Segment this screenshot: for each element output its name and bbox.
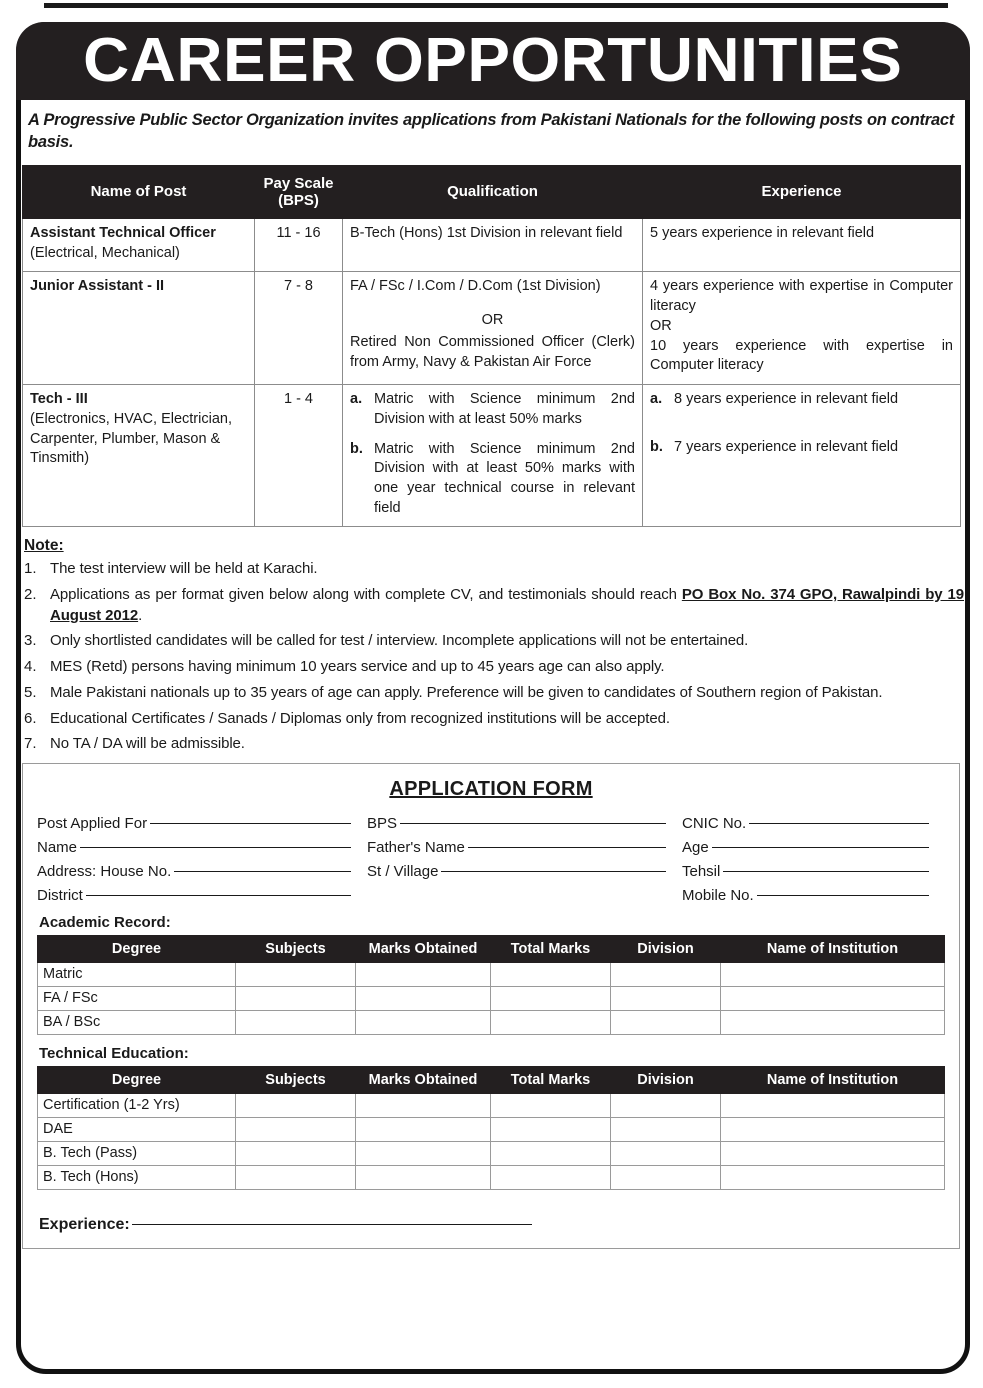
cell-entry[interactable] <box>491 1165 611 1189</box>
cell-entry[interactable] <box>236 1010 356 1034</box>
cell-experience: 5 years experience in relevant field <box>643 219 961 272</box>
note-item <box>24 631 964 652</box>
form-field-st-village <box>367 863 682 880</box>
form-field-write-rule[interactable] <box>723 871 929 872</box>
cell-entry[interactable] <box>236 1093 356 1117</box>
form-field-write-rule[interactable] <box>712 847 929 848</box>
cell-qualification <box>343 385 643 527</box>
note-text-plain: Educational Certificates / Sanads / Diplomas only from recognized institutions will be accepted. <box>50 709 670 727</box>
column-header-total-marks: Total Marks <box>491 1066 611 1093</box>
note-number: 7. <box>24 735 37 753</box>
cell-entry[interactable] <box>611 1093 721 1117</box>
column-header-experience: Experience <box>643 165 961 219</box>
cell-qualification: B-Tech (Hons) 1st Division in relevant field <box>343 219 643 272</box>
note-text <box>50 683 964 704</box>
cell-entry[interactable] <box>721 986 945 1010</box>
cell-entry[interactable] <box>236 962 356 986</box>
qualification-item-b <box>350 440 635 519</box>
table-row <box>38 986 945 1010</box>
experience-field <box>37 1216 945 1234</box>
application-form-fields <box>37 815 945 904</box>
form-field-label: CNIC No. <box>682 814 747 832</box>
note-text <box>50 631 964 652</box>
table-row <box>23 385 961 527</box>
qualification-text-b: Matric with Science minimum 2nd Division with at least 50% marks with one year technical course in relevant field <box>374 440 635 516</box>
cell-post-name <box>23 219 255 272</box>
cell-entry[interactable] <box>611 986 721 1010</box>
note-number: 3. <box>24 632 37 650</box>
form-field-label: Father's Name <box>367 838 465 856</box>
cell-qualification <box>343 272 643 385</box>
note-number: 5. <box>24 683 37 701</box>
cell-degree: DAE <box>38 1117 236 1141</box>
column-header-name-of-institution: Name of Institution <box>721 935 945 962</box>
post-subtitle: (Electrical, Mechanical) <box>30 244 180 261</box>
cell-entry[interactable] <box>611 1165 721 1189</box>
note-item <box>24 559 964 580</box>
note-text <box>50 559 964 580</box>
note-text-emphasis: PO Box No. 374 GPO, Rawalpindi by 19 August 2012 <box>50 586 964 624</box>
qualification-marker-a: a. <box>350 391 363 408</box>
note-text <box>50 734 964 755</box>
technical-education-table <box>37 1066 945 1190</box>
form-field-write-rule[interactable] <box>441 871 666 872</box>
cell-entry[interactable] <box>356 1141 491 1165</box>
cell-entry[interactable] <box>721 1165 945 1189</box>
note-item <box>24 683 964 704</box>
note-number: 6. <box>24 709 37 727</box>
qualification-option-1: FA / FSc / I.Com / D.Com (1st Division) <box>350 278 601 295</box>
cell-entry[interactable] <box>491 962 611 986</box>
cell-entry[interactable] <box>491 1117 611 1141</box>
cell-entry[interactable] <box>611 1141 721 1165</box>
cell-entry[interactable] <box>721 962 945 986</box>
table-row <box>23 219 961 272</box>
cell-entry[interactable] <box>356 1117 491 1141</box>
column-header-marks-obtained: Marks Obtained <box>356 935 491 962</box>
form-field-post-applied-for <box>37 815 367 832</box>
form-field-label: Mobile No. <box>682 886 754 904</box>
column-header-name-of-institution: Name of Institution <box>721 1066 945 1093</box>
form-field-address-house-no <box>37 863 367 880</box>
experience-write-rule[interactable] <box>132 1224 532 1225</box>
cell-entry[interactable] <box>356 986 491 1010</box>
form-field-cnic-no <box>682 815 945 832</box>
cell-degree: Certification (1-2 Yrs) <box>38 1093 236 1117</box>
technical-education-header-row <box>38 1066 945 1093</box>
form-field-bps <box>367 815 682 832</box>
note-heading: Note: <box>24 537 64 555</box>
jobs-table-header-row <box>23 165 961 219</box>
cell-entry[interactable] <box>491 1141 611 1165</box>
form-field-label: BPS <box>367 814 398 832</box>
form-field-district <box>37 887 367 904</box>
note-item <box>24 585 964 626</box>
experience-marker-b: b. <box>650 438 663 455</box>
post-title: Assistant Technical Officer <box>30 225 216 242</box>
cell-entry[interactable] <box>721 1010 945 1034</box>
form-field-write-rule[interactable] <box>80 847 351 848</box>
form-field-label: District <box>37 886 83 904</box>
qualification-marker-b: b. <box>350 440 363 457</box>
cell-entry[interactable] <box>236 1165 356 1189</box>
form-field-write-rule[interactable] <box>468 847 666 848</box>
column-header-pay-scale <box>255 165 343 219</box>
technical-education-heading: Technical Education: <box>39 1044 189 1062</box>
form-field-name <box>37 839 367 856</box>
cell-entry[interactable] <box>236 986 356 1010</box>
spacer <box>350 430 635 440</box>
experience-or: OR <box>650 317 672 334</box>
academic-record-header-row <box>38 935 945 962</box>
column-header-subjects: Subjects <box>236 1066 356 1093</box>
form-field-write-rule[interactable] <box>174 871 351 872</box>
cell-degree: B. Tech (Hons) <box>38 1165 236 1189</box>
post-title: Tech - III <box>30 391 88 408</box>
note-text <box>50 657 964 678</box>
experience-option-2: 10 years experience with expertise in Computer literacy <box>650 337 953 374</box>
note-text <box>50 585 964 626</box>
form-field-tehsil <box>682 863 945 880</box>
pay-scale-line-2: (BPS) <box>278 191 319 209</box>
experience-label: Experience: <box>39 1215 130 1233</box>
table-row <box>23 272 961 385</box>
cell-degree: B. Tech (Pass) <box>38 1141 236 1165</box>
form-field-write-rule[interactable] <box>757 895 929 896</box>
form-field-label: Tehsil <box>682 862 721 880</box>
note-text-plain: Applications as per format given below along with complete CV, and testimonials should reach <box>50 586 682 604</box>
spacer <box>650 410 953 438</box>
experience-marker-a: a. <box>650 391 663 408</box>
note-text-plain: No TA / DA will be admissible. <box>50 735 245 753</box>
top-decorative-rule <box>44 3 948 8</box>
note-number: 1. <box>24 560 37 578</box>
qualification-item-a <box>350 390 635 429</box>
post-subtitle: (Electronics, HVAC, Electrician, Carpenter, Plumber, Mason & Tinsmith) <box>30 410 232 467</box>
cell-entry[interactable] <box>236 1141 356 1165</box>
form-field-label: Address: House No. <box>37 862 172 880</box>
application-form-box <box>22 763 960 1249</box>
note-text-plain: Male Pakistani nationals up to 35 years of age can apply. Preference will be given to candidates of Southern region of Pakistan. <box>50 683 883 701</box>
academic-record-table <box>37 935 945 1035</box>
experience-text-a: 8 years experience in relevant field <box>674 391 899 408</box>
column-header-degree: Degree <box>38 1066 236 1093</box>
pay-scale-line-1: Pay Scale <box>263 174 334 192</box>
note-number: 2. <box>24 586 37 604</box>
document-content <box>22 102 964 1249</box>
form-field-write-rule[interactable] <box>749 823 929 824</box>
cell-entry[interactable] <box>236 1117 356 1141</box>
cell-experience <box>643 385 961 527</box>
note-item <box>24 657 964 678</box>
note-item <box>24 709 964 730</box>
note-text-plain: The test interview will be held at Karachi. <box>50 560 318 578</box>
column-header-degree: Degree <box>38 935 236 962</box>
table-row <box>38 1141 945 1165</box>
column-header-division: Division <box>611 1066 721 1093</box>
column-header-qualification: Qualification <box>343 165 643 219</box>
qualification-option-2: Retired Non Commissioned Officer (Clerk) from Army, Navy & Pakistan Air Force <box>350 333 635 370</box>
form-field-label: St / Village <box>367 862 439 880</box>
cell-post-name <box>23 385 255 527</box>
note-item <box>24 734 964 755</box>
column-header-marks-obtained: Marks Obtained <box>356 1066 491 1093</box>
experience-item-b <box>650 438 953 458</box>
post-title: Junior Assistant - II <box>30 278 165 295</box>
column-header-subjects: Subjects <box>236 935 356 962</box>
cell-degree: Matric <box>38 962 236 986</box>
form-field-write-rule[interactable] <box>400 823 666 824</box>
cell-pay-scale: 7 - 8 <box>255 272 343 385</box>
note-section <box>22 537 964 755</box>
cell-degree: BA / BSc <box>38 1010 236 1034</box>
form-field-label: Post Applied For <box>37 814 148 832</box>
note-text <box>50 709 964 730</box>
cell-entry[interactable] <box>356 962 491 986</box>
cell-entry[interactable] <box>611 962 721 986</box>
cell-entry[interactable] <box>611 1117 721 1141</box>
qualification-or: OR <box>481 312 504 329</box>
cell-degree: FA / FSc <box>38 986 236 1010</box>
table-row <box>38 1010 945 1034</box>
cell-entry[interactable] <box>356 1010 491 1034</box>
cell-entry[interactable] <box>356 1093 491 1117</box>
form-field-age <box>682 839 945 856</box>
cell-experience <box>643 272 961 385</box>
form-field-label: Age <box>682 838 709 856</box>
table-row <box>38 1165 945 1189</box>
form-field-label: Name <box>37 838 78 856</box>
cell-entry[interactable] <box>356 1165 491 1189</box>
application-form-title: APPLICATION FORM <box>389 777 593 800</box>
table-row <box>38 1117 945 1141</box>
academic-record-heading: Academic Record: <box>39 913 171 931</box>
technical-education-body <box>38 1093 945 1189</box>
table-row <box>38 1093 945 1117</box>
cell-pay-scale: 1 - 4 <box>255 385 343 527</box>
masthead-banner <box>16 22 970 100</box>
form-field-write-rule[interactable] <box>150 823 351 824</box>
cell-entry[interactable] <box>721 1141 945 1165</box>
note-number: 4. <box>24 658 37 676</box>
academic-record-body <box>38 962 945 1034</box>
cell-entry[interactable] <box>611 1010 721 1034</box>
cell-entry[interactable] <box>721 1093 945 1117</box>
experience-text-b: 7 years experience in relevant field <box>674 438 899 455</box>
cell-pay-scale: 11 - 16 <box>255 219 343 272</box>
note-text-plain: MES (Retd) persons having minimum 10 years service and up to 45 years age can also apply. <box>50 658 665 676</box>
note-list <box>24 559 964 755</box>
form-field-father-s-name <box>367 839 682 856</box>
cell-entry[interactable] <box>491 1093 611 1117</box>
table-row <box>38 962 945 986</box>
page-title: CAREER OPPORTUNITIES <box>83 26 903 95</box>
cell-post-name <box>23 272 255 385</box>
experience-option-1: 4 years experience with expertise in Computer literacy <box>650 278 953 315</box>
form-field-mobile-no <box>682 887 945 904</box>
cell-entry[interactable] <box>491 1010 611 1034</box>
qualification-text-a: Matric with Science minimum 2nd Division with at least 50% marks <box>374 391 635 427</box>
column-header-division: Division <box>611 935 721 962</box>
note-text-plain: Only shortlisted candidates will be called for test / interview. Incomplete applications will not be entertained. <box>50 632 749 650</box>
note-text-tail: . <box>138 606 143 624</box>
intro-paragraph: A Progressive Public Sector Organization invites applications from Pakistani Nationals for the following posts on contract basis. <box>28 111 955 151</box>
cell-entry[interactable] <box>721 1117 945 1141</box>
column-header-name-of-post: Name of Post <box>23 165 255 219</box>
form-field-write-rule[interactable] <box>86 895 351 896</box>
jobs-table <box>22 165 961 528</box>
experience-item-a <box>650 390 953 410</box>
cell-entry[interactable] <box>491 986 611 1010</box>
column-header-total-marks: Total Marks <box>491 935 611 962</box>
